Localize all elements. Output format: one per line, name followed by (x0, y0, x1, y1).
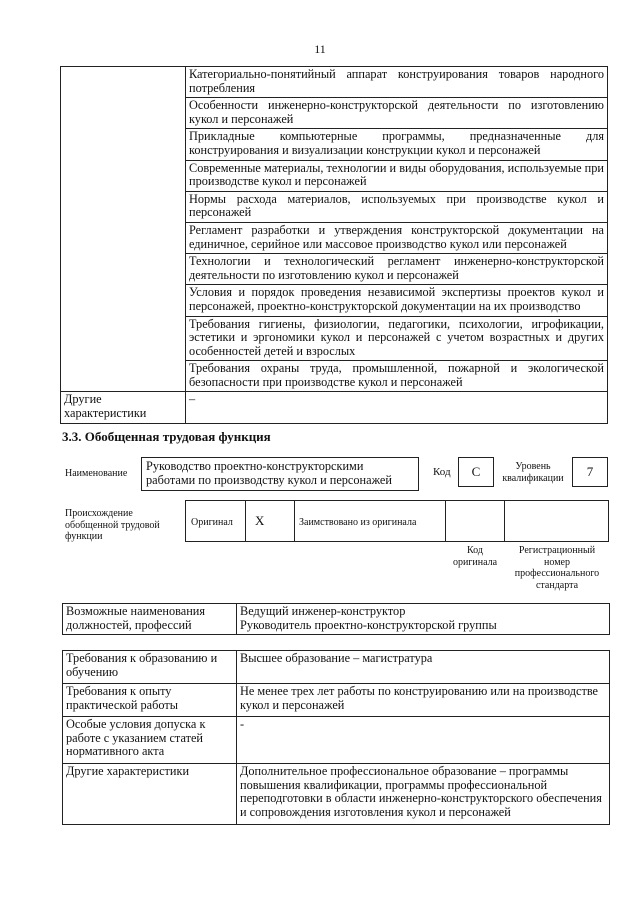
knowledge-row: Требования гигиены, физиологии, педагогики, психологии, игрофикации, эстетики и эргономики кукол и персонажей с учетом возрастных и других особенностей детей и взрослых (186, 316, 608, 361)
knowledge-row: Прикладные компьютерные программы, предназначенные для конструирования и визуализации конструкции кукол и персонажей (186, 129, 608, 160)
positions-values-cell (237, 604, 610, 635)
function-name-value: Руководство проектно-конструкторскими работами по производству кукол и персонажей (146, 459, 392, 487)
knowledge-row: Современные материалы, технологии и виды оборудования, используемые при производстве кукол и персонажей (186, 160, 608, 191)
original-label: Оригинал (191, 517, 233, 528)
name-label: Наименование (65, 468, 128, 479)
positions-label: Возможные наименования должностей, профессий (63, 604, 237, 635)
req-value: - (237, 717, 610, 764)
knowledge-row: Требования охраны труда, промышленной, пожарной и экологической безопасности при производстве кукол и персонажей (186, 361, 608, 392)
knowledge-table (60, 66, 608, 424)
other-characteristics-label: Другие характеристики (61, 392, 186, 423)
knowledge-row: Особенности инженерно-конструкторской деятельности по изготовлению кукол и персонажей (186, 98, 608, 129)
borrowed-label: Заимствовано из оригинала (299, 517, 417, 528)
positions-table (62, 603, 610, 635)
level-label: Уровень квалификации (502, 461, 564, 484)
req-label: Особые условия допуска к работе с указанием статей нормативного акта (63, 717, 237, 764)
code-original-caption: Код оригинала (452, 545, 498, 568)
code-label: Код (433, 466, 451, 478)
req-label: Требования к образованию и обучению (63, 651, 237, 684)
req-value: Дополнительное профессиональное образование – программы повышения квалификации, программы профессиональной переподготовки в области инженерно-конструкторского обеспечения и сопровождения изготовления кукол и персонажей (237, 764, 610, 825)
requirements-table (62, 650, 610, 825)
origin-divider (445, 500, 446, 542)
knowledge-row: Условия и порядок проведения независимой экспертизы проектов кукол и персонажей, проектно-конструкторской документации на их производство (186, 285, 608, 316)
req-value: Не менее трех лет работы по конструированию или на производстве кукол и персонажей (237, 684, 610, 717)
function-name-box (141, 457, 419, 491)
level-value: 7 (586, 464, 594, 479)
origin-divider (504, 500, 505, 542)
original-mark: X (255, 513, 265, 528)
knowledge-row: Категориально-понятийный аппарат конструирования товаров народного потребления (186, 67, 608, 98)
origin-label: Происхождение обобщенной трудовой функции (65, 508, 160, 542)
position-item: Руководитель проектно-конструкторской группы (240, 617, 497, 632)
req-label: Другие характеристики (63, 764, 237, 825)
origin-divider (294, 500, 295, 542)
code-box (458, 457, 494, 487)
knowledge-label-cell (61, 67, 186, 392)
reg-number-caption: Регистрационный номер профессионального стандарта (514, 545, 600, 591)
code-value: С (471, 464, 481, 479)
position-item: Ведущий инженер-конструктор (240, 604, 406, 618)
origin-divider (245, 500, 246, 542)
knowledge-row: Технологии и технологический регламент инженерно-конструкторской деятельности по изготовлению кукол и персонажей (186, 254, 608, 285)
section-title: 3.3. Обобщенная трудовая функция (62, 429, 271, 444)
req-value: Высшее образование – магистратура (237, 651, 610, 684)
req-label: Требования к опыту практической работы (63, 684, 237, 717)
page-number: 11 (314, 42, 326, 56)
knowledge-row: Регламент разработки и утверждения конструкторской документации на единичное, серийное или массовое производство кукол или персонажей (186, 222, 608, 253)
level-box (572, 457, 608, 487)
other-characteristics-value: – (186, 392, 608, 423)
knowledge-row: Нормы расхода материалов, используемых при производстве кукол и персонажей (186, 191, 608, 222)
